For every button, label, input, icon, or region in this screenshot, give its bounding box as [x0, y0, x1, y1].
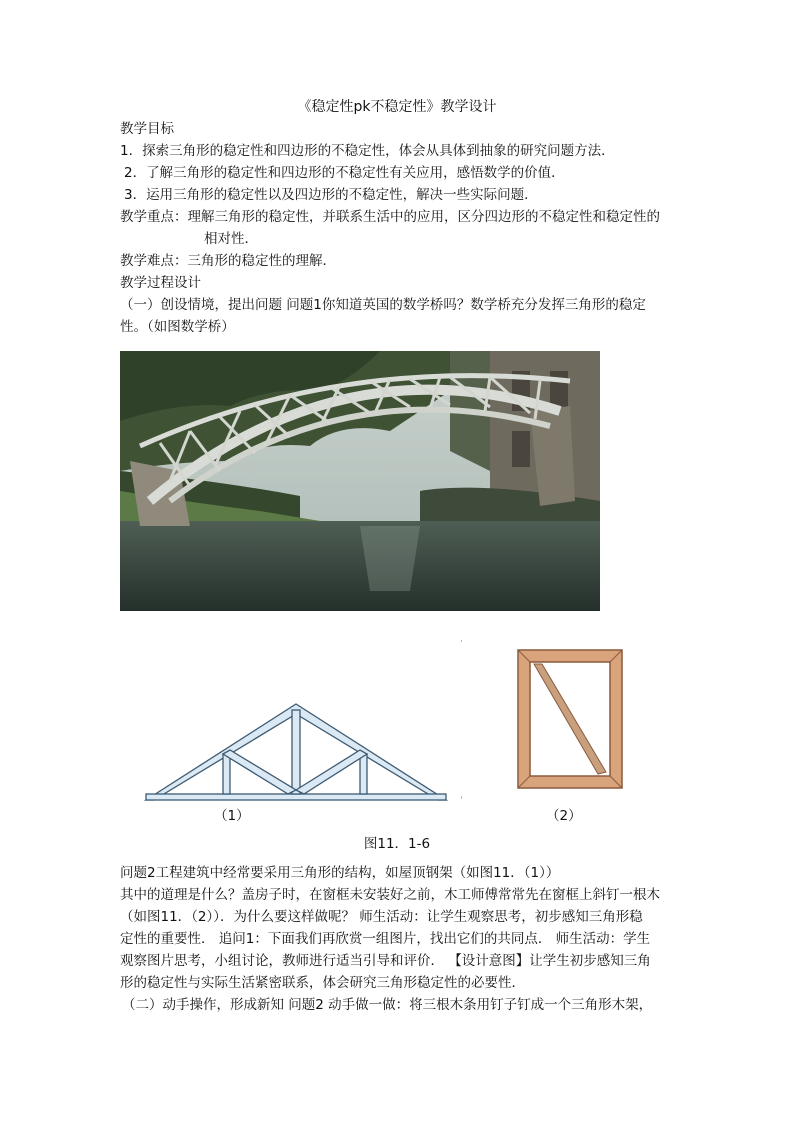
key-points-line-2: 相对性． [204, 231, 258, 247]
mathematical-bridge-photo [120, 351, 600, 611]
body-line-2: 其中的道理是什么？盖房子时，在窗框未安装好之前，木工师傅常常先在窗框上斜钉一根木 [120, 887, 660, 903]
divider-tick-bottom [461, 796, 462, 799]
goal-3: 3．运用三角形的稳定性以及四边形的不稳定性，解决一些实际问题． [124, 187, 538, 203]
goal-2: 2．了解三角形的稳定性和四边形的不稳定性有关应用，感悟数学的价值． [124, 165, 565, 181]
difficulty: 教学难点：三角形的稳定性的理解． [120, 253, 336, 269]
intro-paragraph-line-1: （一）创设情境，提出问题 问题1你知道英国的数学桥吗？数学桥充分发挥三角形的稳定 [120, 297, 646, 313]
goal-1: 1．探索三角形的稳定性和四边形的不稳定性，体会从具体到抽象的研究问题方法． [120, 143, 615, 159]
body-line-4: 定性的重要性． 追问1：下面我们再欣赏一组图片，找出它们的共同点． 师生活动：学生 [120, 931, 651, 947]
key-points-line-1: 教学重点：理解三角形的稳定性，并联系生活中的应用，区分四边形的不稳定性和稳定性的 [120, 209, 660, 225]
figure-caption: 图11．1-6 [363, 836, 431, 852]
process-heading: 教学过程设计 [120, 275, 201, 291]
body-line-6: 形的稳定性与实际生活紧密联系，体会研究三角形稳定性的必要性． [120, 975, 525, 991]
intro-paragraph-line-2: 性。（如图数学桥） [120, 319, 235, 335]
figure-label-2: （2） [546, 808, 582, 824]
goals-heading: 教学目标 [120, 121, 174, 137]
window-frame-figure [516, 648, 624, 790]
body-line-1: 问题2工程建筑中经常要采用三角形的结构，如屋顶钢架（如图11．（1）） [120, 865, 560, 881]
document-title: 《稳定性pk不稳定性》教学设计 [297, 99, 497, 115]
divider-tick-top [461, 640, 462, 642]
roof-truss-figure [140, 698, 460, 806]
body-line-5: 观察图片思考，小组讨论，教师进行适当引导和评价． 【设计意图】让学生初步感知三角 [120, 953, 651, 969]
body-line-3: （如图11．（2））．为什么要这样做呢？ 师生活动：让学生观察思考，初步感知三角形稳 [120, 909, 643, 925]
figure-label-1: （1） [214, 808, 250, 824]
body-line-7: （二）动手操作，形成新知 问题2 动手做一做：将三根木条用钉子钉成一个三角形木架， [122, 997, 653, 1013]
